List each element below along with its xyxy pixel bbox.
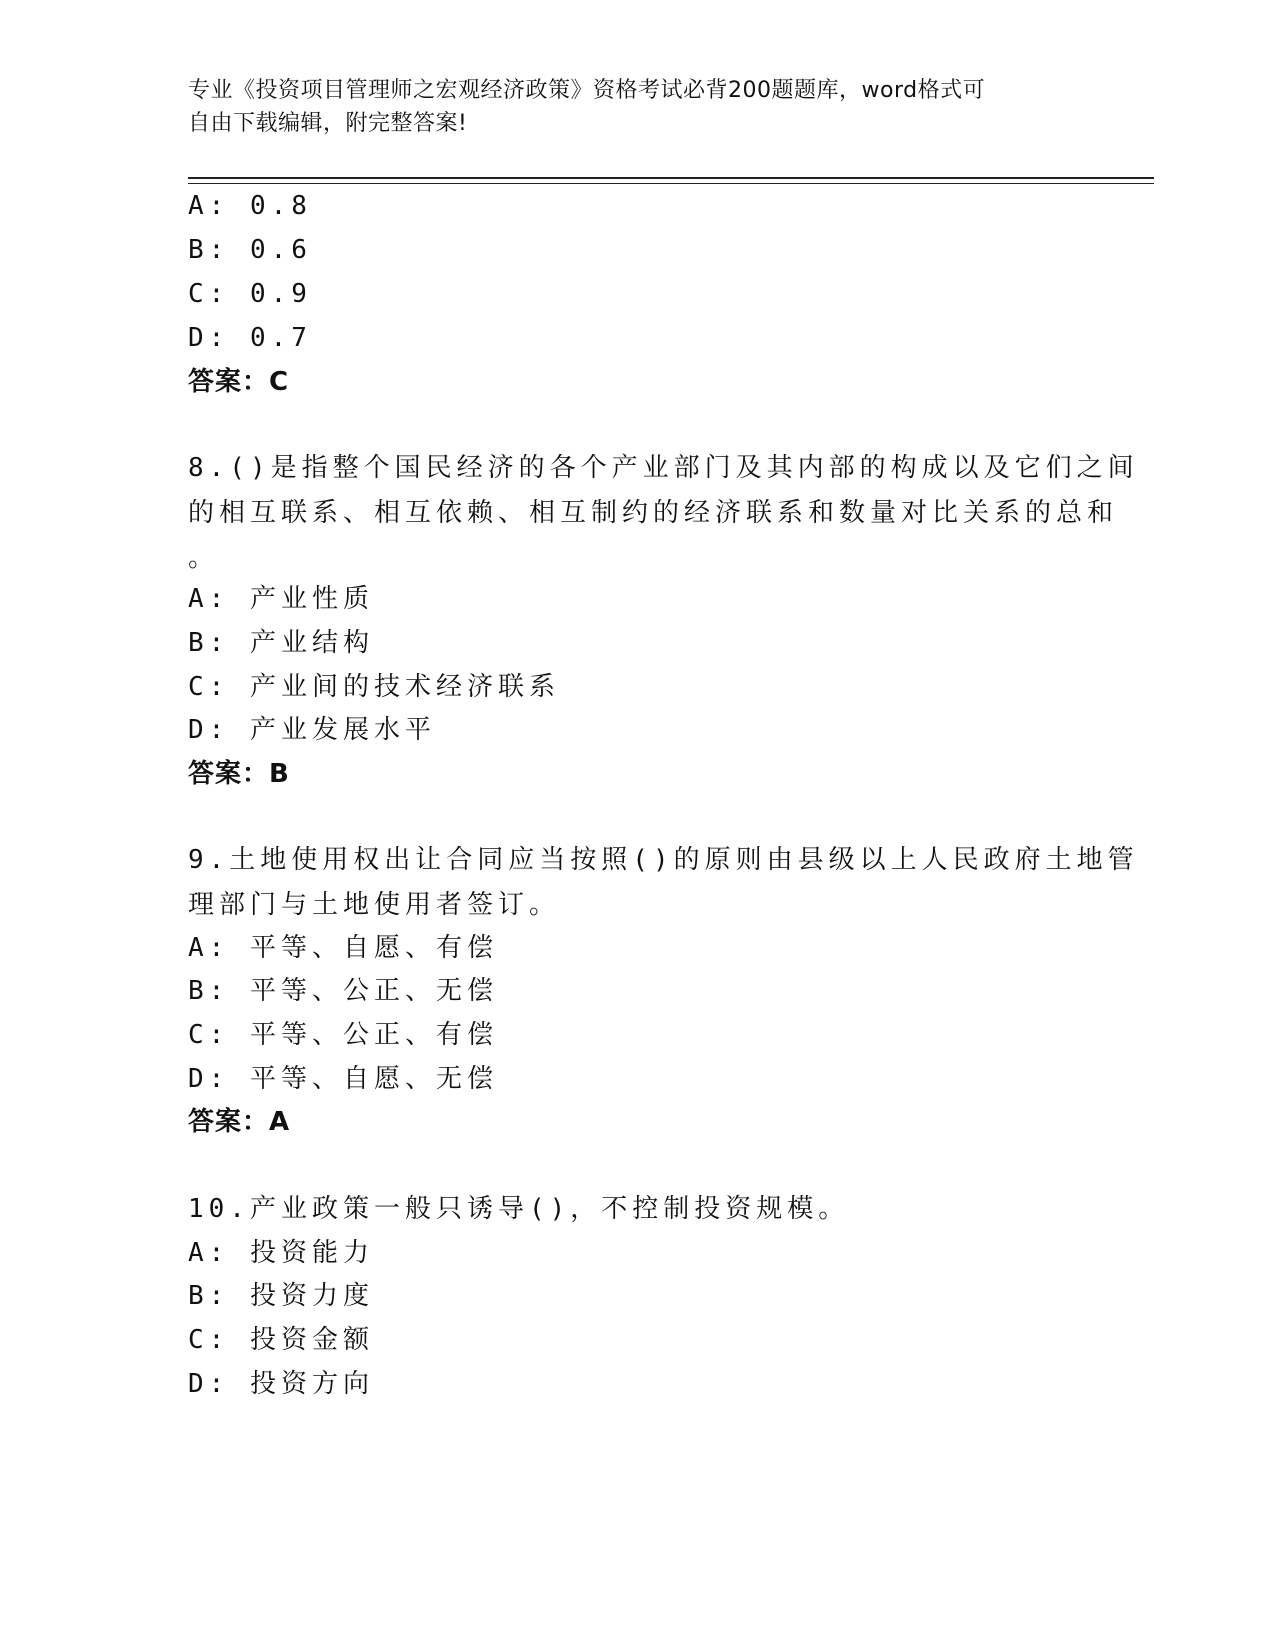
q8-option-b: B: 产业结构 (188, 628, 374, 658)
q7-option-c: C: 0.9 (188, 279, 312, 309)
q10-option-a: A: 投资能力 (188, 1238, 374, 1268)
q8-option-a: A: 产业性质 (188, 584, 374, 614)
q8-stem-line-1: 8.()是指整个国民经济的各个产业部门及其内部的构成以及它们之间 (188, 453, 1139, 483)
q8-stem-line-3: 。 (188, 543, 220, 573)
q10-stem-line-1: 10.产业政策一般只诱导()，不控制投资规模。 (188, 1194, 850, 1224)
q8-option-d: D: 产业发展水平 (188, 715, 436, 745)
q8-stem-line-2: 的相互联系、相互依赖、相互制约的经济联系和数量对比关系的总和 (188, 498, 1119, 528)
header-title-line-1: 专业《投资项目管理师之宏观经济政策》资格考试必背200题题库，word格式可 (188, 78, 986, 103)
q9-option-c: C: 平等、公正、有偿 (188, 1020, 498, 1050)
document-header (188, 74, 1068, 140)
q9-option-a: A: 平等、自愿、有偿 (188, 933, 498, 963)
q7-option-b: B: 0.6 (188, 235, 312, 265)
q7-option-d: D: 0.7 (188, 323, 312, 353)
header-divider-thick (188, 177, 1154, 179)
q10-option-b: B: 投资力度 (188, 1281, 374, 1311)
q9-answer: 答案：A (188, 1107, 291, 1137)
header-title-line-2: 自由下载编辑，附完整答案! (188, 111, 468, 136)
q9-option-d: D: 平等、自愿、无偿 (188, 1064, 498, 1094)
q10-option-d: D: 投资方向 (188, 1369, 374, 1399)
q9-option-b: B: 平等、公正、无偿 (188, 976, 498, 1006)
header-divider-thin (188, 183, 1154, 184)
q9-stem-line-1: 9.土地使用权出让合同应当按照()的原则由县级以上人民政府土地管 (188, 845, 1139, 875)
q9-stem-line-2: 理部门与土地使用者签订。 (188, 890, 561, 920)
q10-option-c: C: 投资金额 (188, 1325, 374, 1355)
q8-option-c: C: 产业间的技术经济联系 (188, 672, 560, 702)
q7-option-a: A: 0.8 (188, 191, 312, 221)
q7-answer: 答案：C (188, 367, 290, 397)
q8-answer: 答案：B (188, 759, 290, 789)
